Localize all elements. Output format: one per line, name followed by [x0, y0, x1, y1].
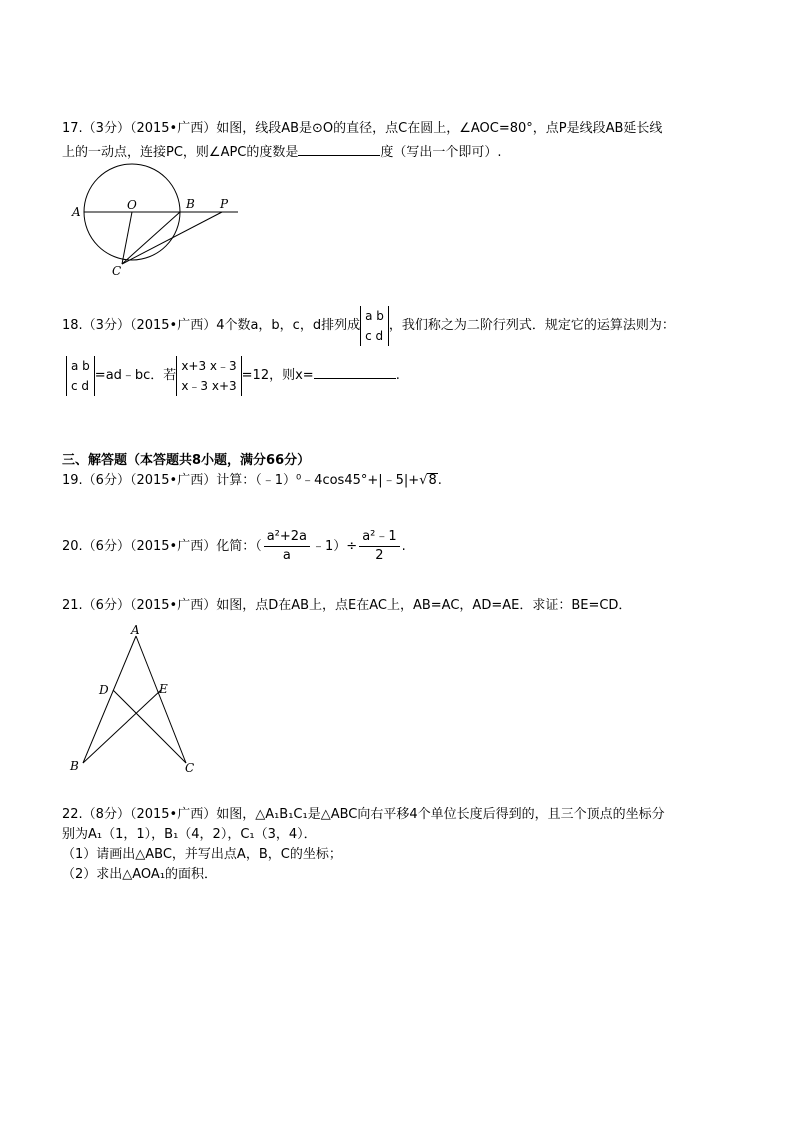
q18-line1-text: 18.（3分）（2015•广西）4个数a，b，c，d排列成 [62, 318, 361, 333]
determinant-x [176, 356, 241, 396]
label-b: B [186, 197, 195, 211]
q22-part1: （1）请画出△ABC，并写出点A，B，C的坐标； [62, 847, 342, 862]
label-o: O [127, 198, 137, 212]
det-row: x﹣3 x+3 [181, 378, 237, 393]
q18-line2 [66, 354, 400, 398]
label-a: A [72, 205, 81, 219]
q21-text: 21.（6分）（2015•广西）如图，点D在AB上，点E在AC上，AB=AC，AD=AE．求证：BE=CD． [62, 598, 632, 613]
label-e: E [159, 682, 168, 696]
q17-line2-text: 上的一动点，连接PC，则∠APC的度数是 [62, 145, 299, 160]
q20 [62, 527, 406, 567]
q18-end: . [395, 368, 400, 383]
q17-circle-figure [70, 160, 250, 280]
label-a: A [131, 623, 140, 637]
sqrt-sign: √ [419, 473, 428, 488]
q19 [62, 472, 442, 490]
label-p: P [220, 197, 229, 211]
fraction-2 [359, 528, 399, 565]
fraction-numerator: a²﹣1 [359, 528, 399, 547]
line-ac [136, 636, 186, 763]
det-row: c d [71, 378, 90, 393]
determinant-abcd [360, 306, 389, 346]
label-c: C [185, 761, 195, 775]
q17-line2 [62, 141, 502, 162]
label-d: D [99, 683, 109, 697]
q22-line2: 别为A₁（1，1），B₁（4，2），C₁（3，4）． [62, 827, 317, 842]
q17-answer-blank [298, 141, 380, 156]
fraction-denominator: a [282, 548, 291, 563]
label-c: C [112, 264, 122, 278]
q21-triangle-figure [66, 620, 206, 780]
q19-text: 19.（6分）（2015•广西）计算：（﹣1）⁰﹣4cos45°+|﹣5|+ [62, 473, 420, 488]
determinant-abcd-rule [66, 356, 95, 396]
fraction-denominator: 2 [375, 548, 384, 563]
line-ab [83, 636, 136, 763]
det-row: c d [365, 328, 384, 343]
q19-end: . [437, 473, 442, 488]
q18-line1 [62, 304, 675, 348]
q17-line1: 17.（3分）（2015•广西）如图，线段AB是⊙O的直径，点C在圆上，∠AOC=80°，点P是线段AB延长线 [62, 121, 663, 136]
q20-text: 20.（6分）（2015•广西）化简：（ [62, 539, 262, 554]
q20-mid: ﹣1）÷ [312, 539, 358, 554]
section-heading: 三、解答题（本答题共8小题，满分66分） [62, 453, 311, 468]
q18-answer-blank [314, 364, 396, 379]
q18-line1-end: ，我们称之为二阶行列式．规定它的运算法则为： [388, 318, 675, 333]
fraction-1 [264, 528, 310, 565]
q22-part2: （2）求出△AOA₁的面积． [62, 867, 218, 882]
label-b: B [70, 759, 79, 773]
q22-line1: 22.（8分）（2015•广西）如图，△A₁B₁C₁是△ABC向右平移4个单位长度后得到的，且三个顶点的坐标分 [62, 807, 665, 822]
fraction-numerator: a²+2a [264, 528, 310, 547]
q17-line2-end: 度（写出一个即可）. [380, 145, 502, 160]
q19-root: 8 [428, 473, 437, 488]
det-row: a b [71, 358, 90, 373]
q18-equals-text: =12，则x= [241, 368, 314, 383]
det-row: a b [365, 308, 384, 323]
det-row: x+3 x﹣3 [181, 358, 237, 373]
q20-end: . [401, 539, 406, 554]
q18-rule-text: =ad﹣bc．若 [94, 368, 177, 383]
